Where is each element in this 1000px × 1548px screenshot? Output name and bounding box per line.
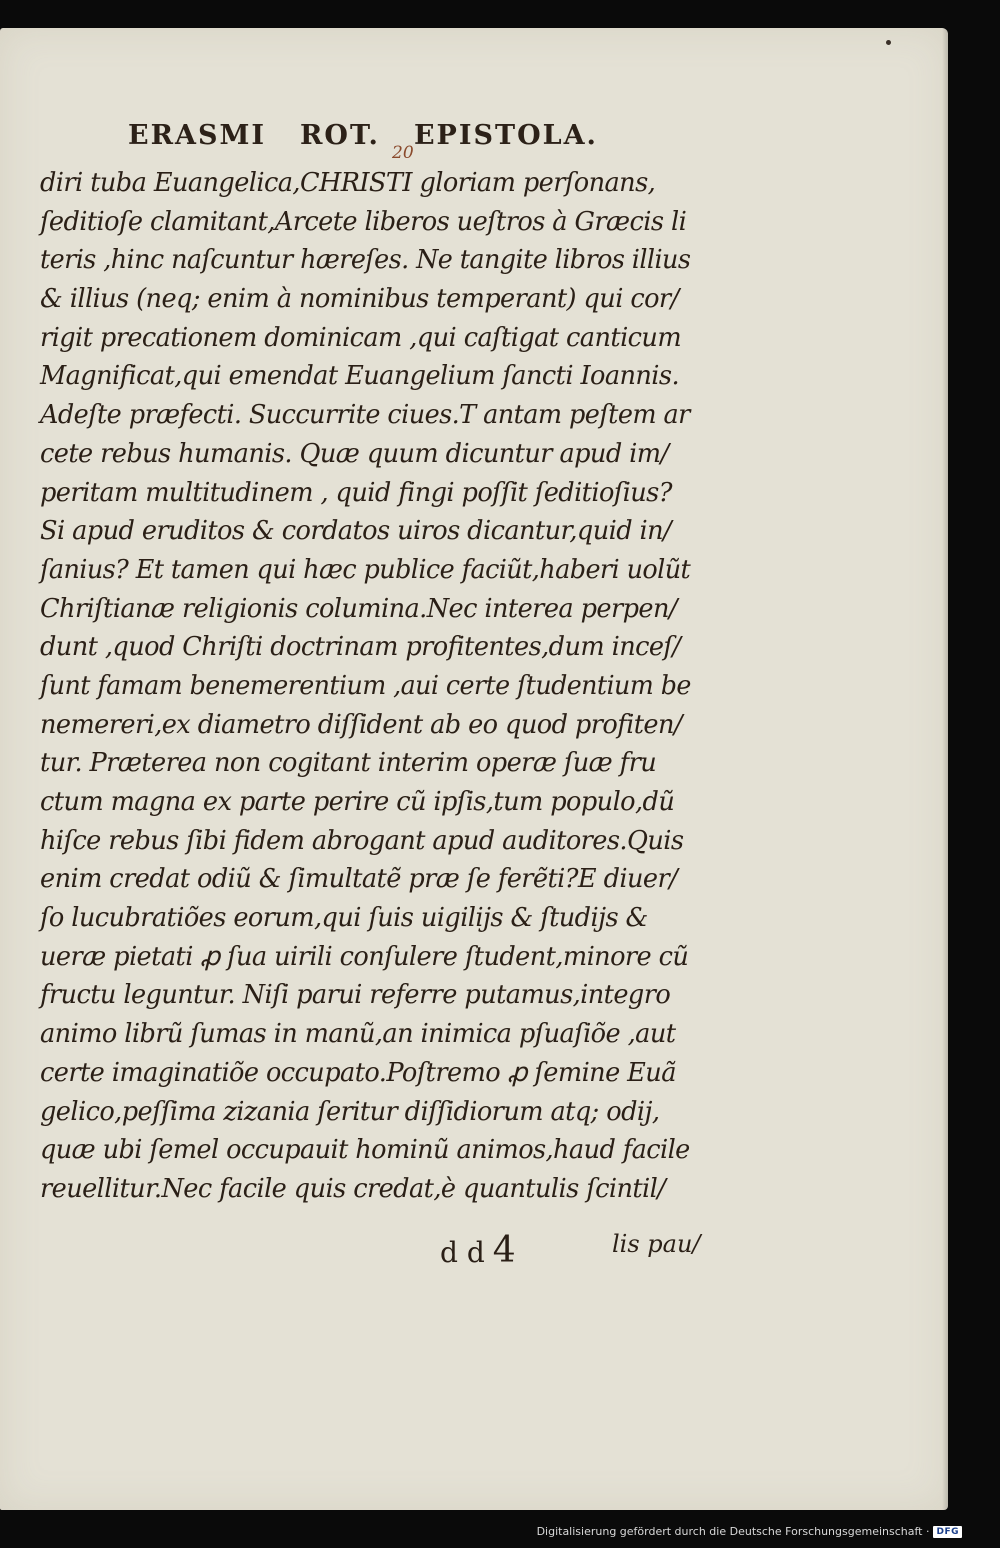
text-line: certe imaginatiõe occupato.Poſtremo ꝓ ſemine Euã bbox=[40, 1057, 676, 1088]
text-line: enim credat odiũ & ſimultatẽ præ ſe ferẽti?E diuer/ bbox=[40, 864, 678, 895]
text-line: Magnificat,qui emendat Euangelium ſancti Ioannis. bbox=[40, 361, 680, 392]
signature-mark bbox=[440, 1230, 516, 1271]
handwritten-folio-number: 20 bbox=[392, 143, 414, 163]
signature-number: 4 bbox=[492, 1230, 516, 1271]
digitization-credit bbox=[537, 1525, 962, 1538]
book-page bbox=[0, 28, 948, 1510]
text-line: hiſce rebus ſibi fidem abrogant apud auditores.Quis bbox=[40, 825, 684, 856]
text-line: Si apud eruditos & cordatos uiros dicantur,quid in/ bbox=[40, 516, 672, 547]
text-line: ſo lucubratiões eorum,qui ſuis uigilijs & ſtudijs & bbox=[40, 903, 648, 934]
running-head-left: ERASMI bbox=[128, 120, 266, 151]
credit-text: Digitalisierung gefördert durch die Deutsche Forschungsgemeinschaft · bbox=[536, 1525, 930, 1538]
text-line: diri tuba Euangelica,CHRISTI gloriam perſonans, bbox=[40, 168, 656, 198]
text-line: Chriſtianæ religionis columina.Nec interea perpen/ bbox=[40, 593, 677, 624]
body-text bbox=[40, 164, 700, 1209]
text-line: ſeditioſe clamitant,Arcete liberos ueſtros à Græcis li bbox=[40, 206, 687, 237]
text-line: reuellitur.Nec facile quis credat,è quantulis ſcintil/ bbox=[40, 1173, 666, 1204]
text-line: teris ,hinc naſcuntur hæreſes. Ne tangite libros illius bbox=[40, 245, 691, 276]
running-head bbox=[128, 120, 598, 151]
running-head-right: EPISTOLA. bbox=[413, 120, 598, 151]
text-line: gelico,peſſima zizania ſeritur diſſidiorum atq; odij, bbox=[40, 1096, 660, 1127]
signature-letters: d d bbox=[440, 1236, 485, 1269]
text-line: ſunt famam benemerentium ,aui certe ſtudentium be bbox=[40, 670, 691, 701]
running-head-middle: ROT. bbox=[299, 120, 380, 151]
text-line: ueræ pietati ꝓ ſua uirili conſulere ſtudent,minore cũ bbox=[40, 941, 689, 972]
text-line: dunt ,quod Chriſti doctrinam profitentes,dum inceſ/ bbox=[40, 632, 681, 663]
text-line: cete rebus humanis. Quæ quum dicuntur apud im/ bbox=[40, 438, 669, 469]
catchword: lis pau/ bbox=[612, 1230, 701, 1258]
text-line: ctum magna ex parte perire cũ ipſis,tum populo,dũ bbox=[40, 787, 675, 817]
text-line: peritam multitudinem , quid fingi poſſit ſeditioſius? bbox=[40, 477, 672, 508]
text-line: & illius (neq; enim à nominibus temperant) qui cor/ bbox=[40, 284, 679, 315]
text-line: ſanius? Et tamen qui hæc publice faciũt,haberi uolũt bbox=[40, 554, 691, 585]
text-line: tur. Præterea non cogitant interim operæ ſuæ fru bbox=[40, 748, 657, 779]
dfg-logo: DFG bbox=[933, 1526, 962, 1538]
text-line: fructu leguntur. Niſi parui referre putamus,integro bbox=[40, 980, 671, 1011]
ink-speck bbox=[886, 40, 891, 45]
text-line: rigit precationem dominicam ,qui caſtigat canticum bbox=[40, 322, 682, 353]
text-line: animo librũ ſumas in manũ,an inimica pſuaſiõe ,aut bbox=[40, 1019, 676, 1050]
text-line: quæ ubi ſemel occupauit hominũ animos,haud facile bbox=[40, 1135, 690, 1166]
text-line: Adeſte præfecti. Succurrite ciues.T antam peſtem ar bbox=[40, 400, 690, 431]
text-line: nemereri,ex diametro diſſident ab eo quod profiten/ bbox=[40, 709, 682, 740]
